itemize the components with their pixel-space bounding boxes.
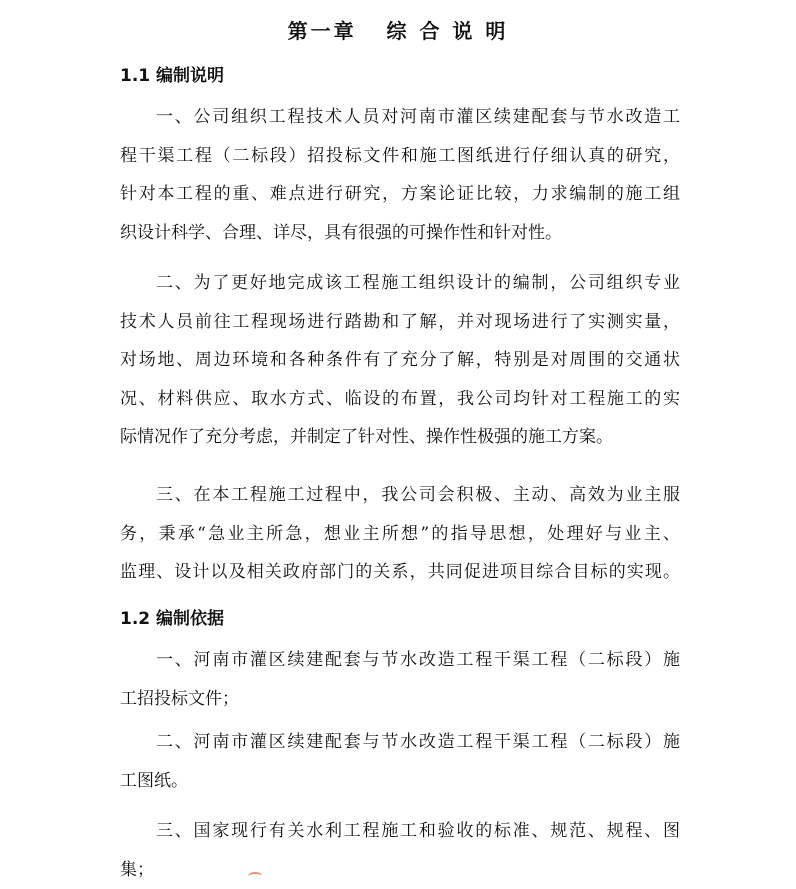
- red-mark-fragment: [248, 872, 262, 880]
- paragraph-line: 况、材料供应、取水方式、临设的布置，我公司均针对工程施工的实: [120, 380, 680, 419]
- paragraph-line: 对场地、周边环境和各种条件有了充分了解，特别是对周围的交通状: [120, 341, 680, 380]
- paragraph-line: 二、河南市灌区续建配套与节水改造工程干渠工程（二标段）施: [120, 723, 680, 762]
- paragraph-1-1-3: [120, 476, 680, 592]
- paragraph-1-2-3: [120, 812, 680, 889]
- paragraph-line: 二、为了更好地完成该工程施工组织设计的编制，公司组织专业: [120, 264, 680, 303]
- paragraph-1-1-2: [120, 264, 680, 457]
- paragraph-1-2-2: [120, 723, 680, 800]
- paragraph-line: 针对本工程的重、难点进行研究，方案论证比较，力求编制的施工组: [120, 175, 680, 214]
- paragraph-1-1-1: [120, 98, 680, 252]
- paragraph-1-2-1: [120, 641, 680, 718]
- paragraph-line: 工招投标文件；: [120, 680, 680, 719]
- paragraph-line: 一、公司组织工程技术人员对河南市灌区续建配套与节水改造工: [120, 98, 680, 137]
- paragraph-line: 际情况作了充分考虑，并制定了针对性、操作性极强的施工方案。: [120, 418, 680, 457]
- paragraph-line: 监理、设计以及相关政府部门的关系，共同促进项目综合目标的实现。: [120, 553, 680, 592]
- section-heading-1-2: 1.2 编制依据: [120, 606, 224, 632]
- paragraph-line: 一、河南市灌区续建配套与节水改造工程干渠工程（二标段）施: [120, 641, 680, 680]
- chapter-title: 第一章 综 合 说 明: [0, 17, 796, 45]
- paragraph-line: 务，秉承“急业主所急，想业主所想”的指导思想，处理好与业主、: [120, 515, 680, 554]
- paragraph-line: 工图纸。: [120, 762, 680, 801]
- paragraph-line: 三、在本工程施工过程中，我公司会积极、主动、高效为业主服: [120, 476, 680, 515]
- paragraph-line: 技术人员前往工程现场进行踏勘和了解，并对现场进行了实测实量，: [120, 303, 680, 342]
- paragraph-line: 织设计科学、合理、详尽，具有很强的可操作性和针对性。: [120, 214, 680, 253]
- paragraph-line: 三、国家现行有关水利工程施工和验收的标准、规范、规程、图: [120, 812, 680, 851]
- section-heading-1-1: 1.1 编制说明: [120, 63, 224, 89]
- paragraph-line: 程干渠工程（二标段）招投标文件和施工图纸进行仔细认真的研究，: [120, 137, 680, 176]
- paragraph-line: 集；: [120, 851, 680, 889]
